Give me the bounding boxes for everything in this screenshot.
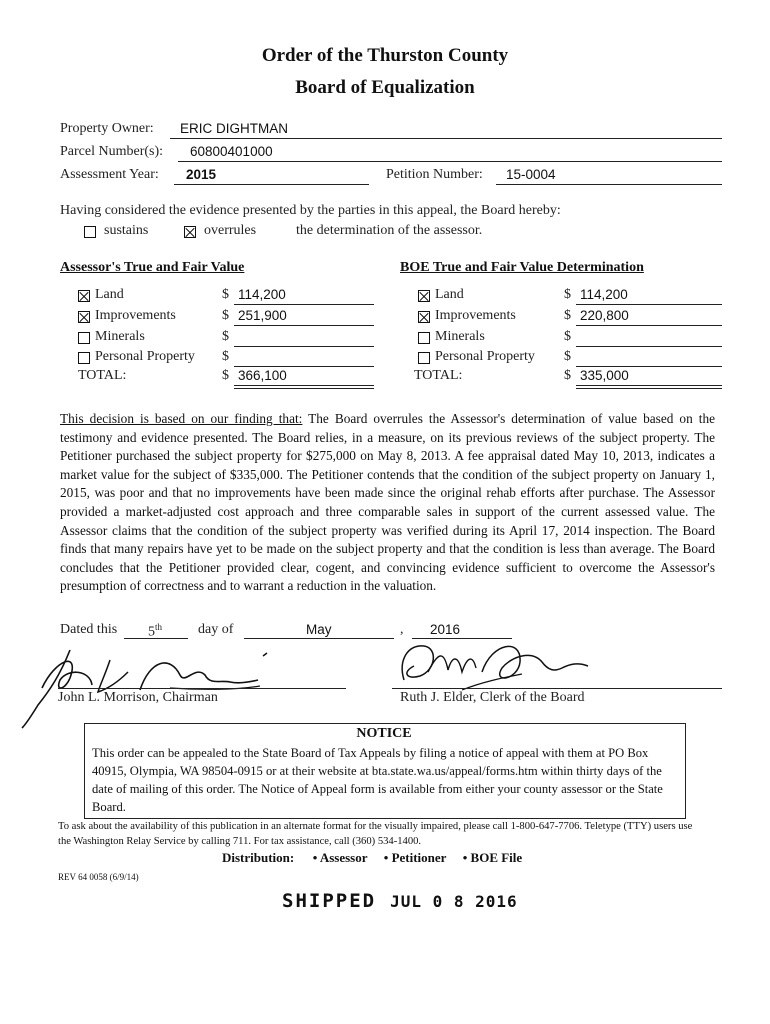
owner-label: Property Owner: — [60, 121, 154, 136]
boe-value-line — [576, 366, 722, 367]
boe-currency: $ — [564, 329, 571, 344]
boe-total-double-line — [576, 388, 722, 389]
assessor-checkbox-personal-property[interactable] — [78, 352, 90, 364]
owner-value: ERIC DIGHTMAN — [180, 121, 288, 136]
dated-year: 2016 — [430, 622, 461, 637]
assessor-heading: Assessor's True and Fair Value — [60, 260, 245, 275]
notice-text: This order can be appealed to the State Board of Tax Appeals by filing a notice of appeal with them at PO Box 40915, Olympia, WA 98504-0915 or at their website at bta.state.wa.us/appeal/forms.htm within thirty days of the date of mailing of this order. The Notice of Appeal form is available from either your county assessor or the State Board. — [92, 746, 663, 814]
petition-line — [496, 184, 722, 185]
boe-label-improvements: Improvements — [435, 308, 516, 323]
boe-total-currency: $ — [564, 368, 571, 383]
boe-label-personal-property: Personal Property — [435, 349, 535, 364]
boe-value-line — [576, 325, 722, 326]
assessor-value-line — [234, 366, 374, 367]
dated-month: May — [306, 622, 332, 637]
determination-trailing: the determination of the assessor. — [296, 223, 483, 238]
dated-of-label: day of — [198, 622, 234, 637]
assessor-label-minerals: Minerals — [95, 329, 145, 344]
boe-label-minerals: Minerals — [435, 329, 485, 344]
dated-label: Dated this — [60, 622, 118, 637]
boe-currency: $ — [564, 349, 571, 364]
assessor-checkbox-land[interactable] — [78, 290, 90, 302]
owner-line — [170, 138, 722, 139]
clerk-signature-line — [392, 688, 722, 689]
assessor-value-line — [234, 325, 374, 326]
parcel-label: Parcel Number(s): — [60, 144, 164, 159]
distribution-item-petitioner: • Petitioner — [383, 850, 447, 865]
sustains-checkbox[interactable] — [84, 226, 96, 238]
boe-label-land: Land — [435, 287, 464, 302]
decision-body: The Board overrules the Assessor's determination of value based on the testimony and evidence presented. The Board relies, in a measure, on its previous reviews of the subject property. The Petitioner purchased the subject property for $275,000 on May 8, 2013. A fee appraisal dated May 10, 2013, indicates a market value for the subject of $335,000. The Petitioner contends that the condition of the subject property on January 1, 2015, was poor and that no improvements have been made since the original rehab efforts after purchase. The Assessor provided a market-adjusted cost approach and three comparable sales in support of the current assessed value. The Assessor claims that the condition of the subject property was verified during its April 17, 2014 inspection. The Board finds that many repairs have yet to be made on the subject property and that the condition is less than average. The Board concludes that the Petitioner provided clear, cogent, and convincing evidence sufficient to overcome the Assessor's presumption of correctness and to warrant a reduction in the valuation. — [60, 411, 715, 594]
sustains-label: sustains — [104, 223, 149, 238]
assessor-total-label: TOTAL: — [78, 368, 127, 383]
year-value: 2015 — [186, 167, 217, 182]
boe-checkbox-improvements[interactable] — [418, 311, 430, 323]
shipped-stamp — [282, 890, 518, 912]
petition-label: Petition Number: — [386, 167, 483, 182]
assessor-total-double-line — [234, 388, 374, 389]
chairman-name: John L. Morrison, Chairman — [58, 690, 218, 705]
boe-value-land: 114,200 — [580, 287, 628, 302]
assessor-checkbox-improvements[interactable] — [78, 311, 90, 323]
boe-heading: BOE True and Fair Value Determination — [400, 260, 644, 275]
chairman-signature-line — [58, 688, 346, 689]
notice-title: NOTICE — [356, 726, 412, 741]
distribution-label: Distribution: — [222, 850, 295, 865]
assessor-checkbox-minerals[interactable] — [78, 332, 90, 344]
assessor-label-improvements: Improvements — [95, 308, 176, 323]
boe-total-label: TOTAL: — [414, 368, 463, 383]
determination-intro: Having considered the evidence presented by the parties in this appeal, the Board hereby: — [60, 203, 561, 218]
dated-comma: , — [400, 622, 404, 637]
assessor-currency: $ — [222, 308, 229, 323]
parcel-value: 60800401000 — [190, 144, 273, 159]
form-revision: REV 64 0058 (6/9/14) — [58, 872, 139, 882]
year-line — [174, 184, 369, 185]
boe-currency: $ — [564, 287, 571, 302]
overrules-label: overrules — [204, 223, 257, 238]
assessor-value-improvements: 251,900 — [238, 308, 287, 323]
page-subtitle: Board of Equalization — [295, 77, 475, 98]
assessor-total-value: 366,100 — [238, 368, 287, 383]
petition-value: 15-0004 — [506, 167, 556, 182]
assessor-value-land: 114,200 — [238, 287, 286, 302]
assessor-value-line — [234, 304, 374, 305]
assessor-label-land: Land — [95, 287, 124, 302]
parcel-line — [178, 161, 722, 162]
boe-value-line — [576, 346, 722, 347]
boe-checkbox-land[interactable] — [418, 290, 430, 302]
distribution-item-assessor: • Assessor — [312, 850, 368, 865]
boe-total-value: 335,000 — [580, 368, 629, 383]
boe-currency: $ — [564, 308, 571, 323]
accessibility-note: To ask about the availability of this publication in an alternate format for the visually impaired, please call 1-800-647-7706. Teletype (TTY) users use the Washington Relay Service by calling 711. For tax assistance, call (360) 534-1400. — [58, 821, 693, 847]
overrules-checkbox[interactable] — [184, 226, 196, 238]
year-label: Assessment Year: — [60, 167, 159, 182]
boe-total-line — [576, 385, 722, 386]
distribution-item-boe-file: • BOE File — [462, 850, 523, 865]
assessor-currency: $ — [222, 329, 229, 344]
assessor-label-personal-property: Personal Property — [95, 349, 195, 364]
assessor-currency: $ — [222, 349, 229, 364]
assessor-value-line — [234, 346, 374, 347]
page-title: Order of the Thurston County — [261, 45, 509, 66]
dated-day: 5th — [148, 622, 163, 640]
chairman-signature — [20, 630, 290, 730]
boe-value-line — [576, 304, 722, 305]
stamp-word: SHIPPED — [282, 890, 377, 912]
stamp-date: JUL 0 8 2016 — [390, 892, 518, 911]
decision-paragraph — [60, 410, 715, 596]
clerk-name: Ruth J. Elder, Clerk of the Board — [400, 690, 585, 705]
distribution — [222, 850, 522, 866]
boe-checkbox-personal-property[interactable] — [418, 352, 430, 364]
boe-checkbox-minerals[interactable] — [418, 332, 430, 344]
assessor-total-currency: $ — [222, 368, 229, 383]
boe-value-improvements: 220,800 — [580, 308, 629, 323]
assessor-currency: $ — [222, 287, 229, 302]
assessor-total-line — [234, 385, 374, 386]
decision-lead: This decision is based on our finding that: — [60, 411, 303, 426]
